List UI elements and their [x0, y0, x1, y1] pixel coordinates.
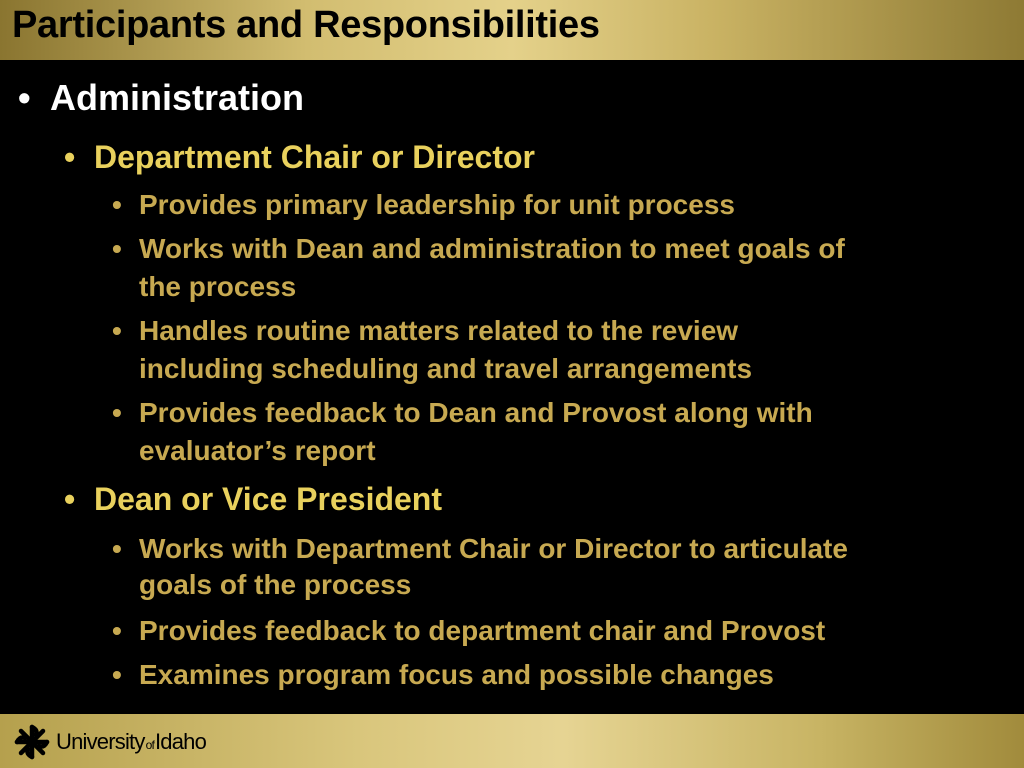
bullet-text: Dean or Vice President: [94, 481, 442, 517]
bullet-marker: •: [112, 233, 122, 264]
logo-wordmark: [56, 729, 206, 755]
bullet-text-line-1: Handles routine matters related to the review: [139, 315, 739, 346]
bullet-text: Provides feedback to department chair and Provost: [139, 615, 826, 646]
bullet-marker: •: [64, 481, 76, 517]
logo-word-idaho: Idaho: [155, 729, 207, 754]
logo-word-of: of: [145, 738, 154, 752]
bullet-marker: •: [112, 659, 122, 690]
bullet-text: Provides primary leadership for unit process: [139, 189, 735, 220]
slide-title: Participants and Responsibilities: [12, 4, 600, 46]
bullet-text: Department Chair or Director: [94, 139, 535, 175]
bullet-text-line-1: Works with Department Chair or Director to articulate: [139, 533, 848, 564]
bullet-marker: •: [112, 533, 122, 564]
bullet-text-line-1: Works with Dean and administration to meet goals of: [139, 233, 845, 264]
bullet-text-line-2: evaluator’s report: [139, 435, 376, 466]
bullet-marker: •: [112, 189, 122, 220]
title-bar: [0, 0, 1024, 60]
university-logo: [12, 722, 206, 762]
logo-word-university: University: [56, 729, 145, 754]
university-of-idaho-icon: [12, 722, 52, 762]
bullet-text-line-2: the process: [139, 271, 297, 302]
bullet-marker: •: [64, 139, 76, 175]
bullet-marker: •: [18, 77, 31, 118]
bullet-text-line-1: Provides feedback to Dean and Provost along with: [139, 397, 813, 428]
bullet-text: Examines program focus and possible changes: [139, 659, 774, 690]
bullet-text: Administration: [50, 77, 305, 118]
bullet-marker: •: [112, 397, 122, 428]
slide-body: [0, 60, 1024, 714]
bullet-marker: •: [112, 315, 122, 346]
bullet-marker: •: [112, 615, 122, 646]
bullet-text-line-2: goals of the process: [139, 569, 412, 600]
bullet-text-line-2: including scheduling and travel arrangements: [139, 353, 753, 384]
footer-bar: [0, 714, 1024, 768]
